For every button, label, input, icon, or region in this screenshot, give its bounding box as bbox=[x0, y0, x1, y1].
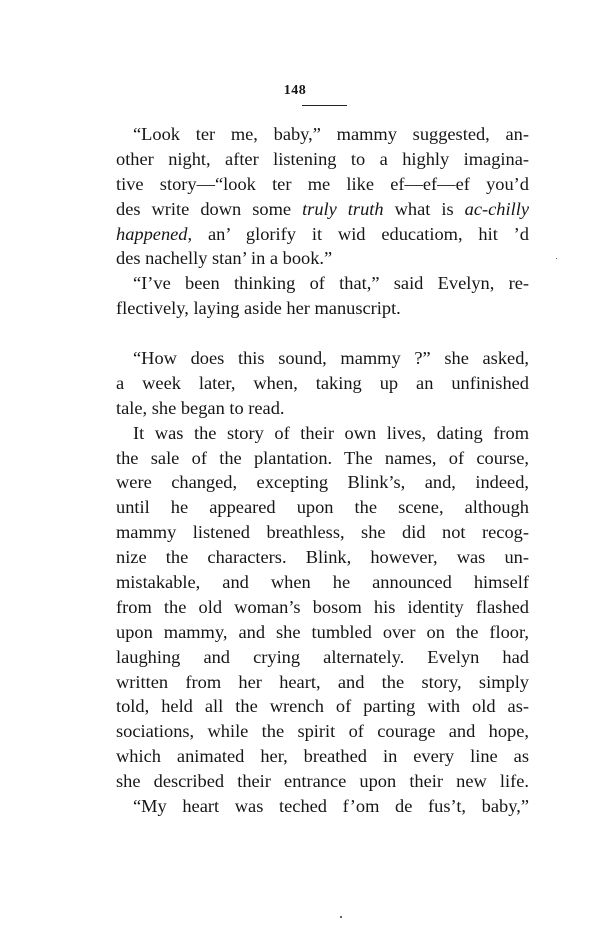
paragraph-1-line-6: des nachelly stan’ in a book.” bbox=[116, 248, 333, 269]
italic-text-run: truly truth bbox=[302, 198, 384, 219]
paragraph-3-line-3: tale, she began to read. bbox=[116, 397, 285, 418]
paragraph-4-line-10: laughing and crying alternately. Evelyn had bbox=[116, 646, 529, 667]
paragraph-1-line-3: tive story—“look ter me like ef—ef—ef you’d bbox=[116, 173, 529, 194]
paragraph-4-line-15: she described their entrance upon their new life. bbox=[116, 771, 529, 792]
body-text bbox=[116, 122, 529, 819]
text-run: des write down some bbox=[116, 198, 303, 219]
italic-text-run: ac-chilly bbox=[464, 198, 529, 219]
paragraph-4-line-14: which animated her, breathed in every line as bbox=[116, 746, 529, 767]
paragraph-4-line-11: written from her heart, and the story, simply bbox=[116, 671, 529, 692]
text-run: what is bbox=[383, 198, 465, 219]
paragraph-4-line-6: nize the characters. Blink, however, was un- bbox=[116, 547, 529, 568]
print-speck bbox=[340, 916, 342, 918]
page-number: 148 bbox=[283, 83, 307, 98]
section-break bbox=[116, 321, 529, 346]
paragraph-4-line-4: until he appeared upon the scene, although bbox=[116, 497, 529, 518]
text-run: an’ glorify it wid educatiom, hit ’d bbox=[192, 223, 529, 244]
paragraph-1-line-5 bbox=[116, 222, 529, 247]
paragraph-3-line-2: a week later, when, taking up an unfinished bbox=[116, 372, 529, 393]
paragraph-4-line-13: sociations, while the spirit of courage and hope, bbox=[116, 721, 529, 742]
paragraph-4-line-1: It was the story of their own lives, dating from bbox=[133, 422, 529, 443]
paragraph-4-line-12: told, held all the wrench of parting with old as- bbox=[116, 696, 529, 717]
paragraph-4-line-9: upon mammy, and she tumbled over on the floor, bbox=[116, 621, 529, 642]
paragraph-2-line-1: “I’ve been thinking of that,” said Evelyn, re- bbox=[133, 273, 529, 294]
paragraph-4-line-5: mammy listened breathless, she did not recog- bbox=[116, 522, 529, 543]
paragraph-2-line-2: flectively, laying aside her manuscript. bbox=[116, 298, 401, 319]
paragraph-4-line-3: were changed, excepting Blink’s, and, indeed, bbox=[116, 472, 529, 493]
print-speck bbox=[556, 258, 557, 259]
paragraph-3-line-1: “How does this sound, mammy ?” she asked, bbox=[133, 348, 529, 369]
page-number-rule bbox=[302, 105, 347, 106]
paragraph-4-line-7: mistakable, and when he announced himself bbox=[116, 572, 529, 593]
paragraph-1-line-2: other night, after listening to a highly imagina- bbox=[116, 148, 529, 169]
paragraph-4-line-8: from the old woman’s bosom his identity flashed bbox=[116, 596, 529, 617]
paragraph-4-line-2: the sale of the plantation. The names, of course, bbox=[116, 447, 529, 468]
italic-text-run: happened, bbox=[116, 223, 193, 244]
paragraph-5-line-1: “My heart was teched f’om de fus’t, baby,” bbox=[133, 796, 529, 817]
paragraph-1-line-1: “Look ter me, baby,” mammy suggested, an- bbox=[133, 124, 529, 144]
paragraph-1-line-4 bbox=[116, 197, 529, 222]
